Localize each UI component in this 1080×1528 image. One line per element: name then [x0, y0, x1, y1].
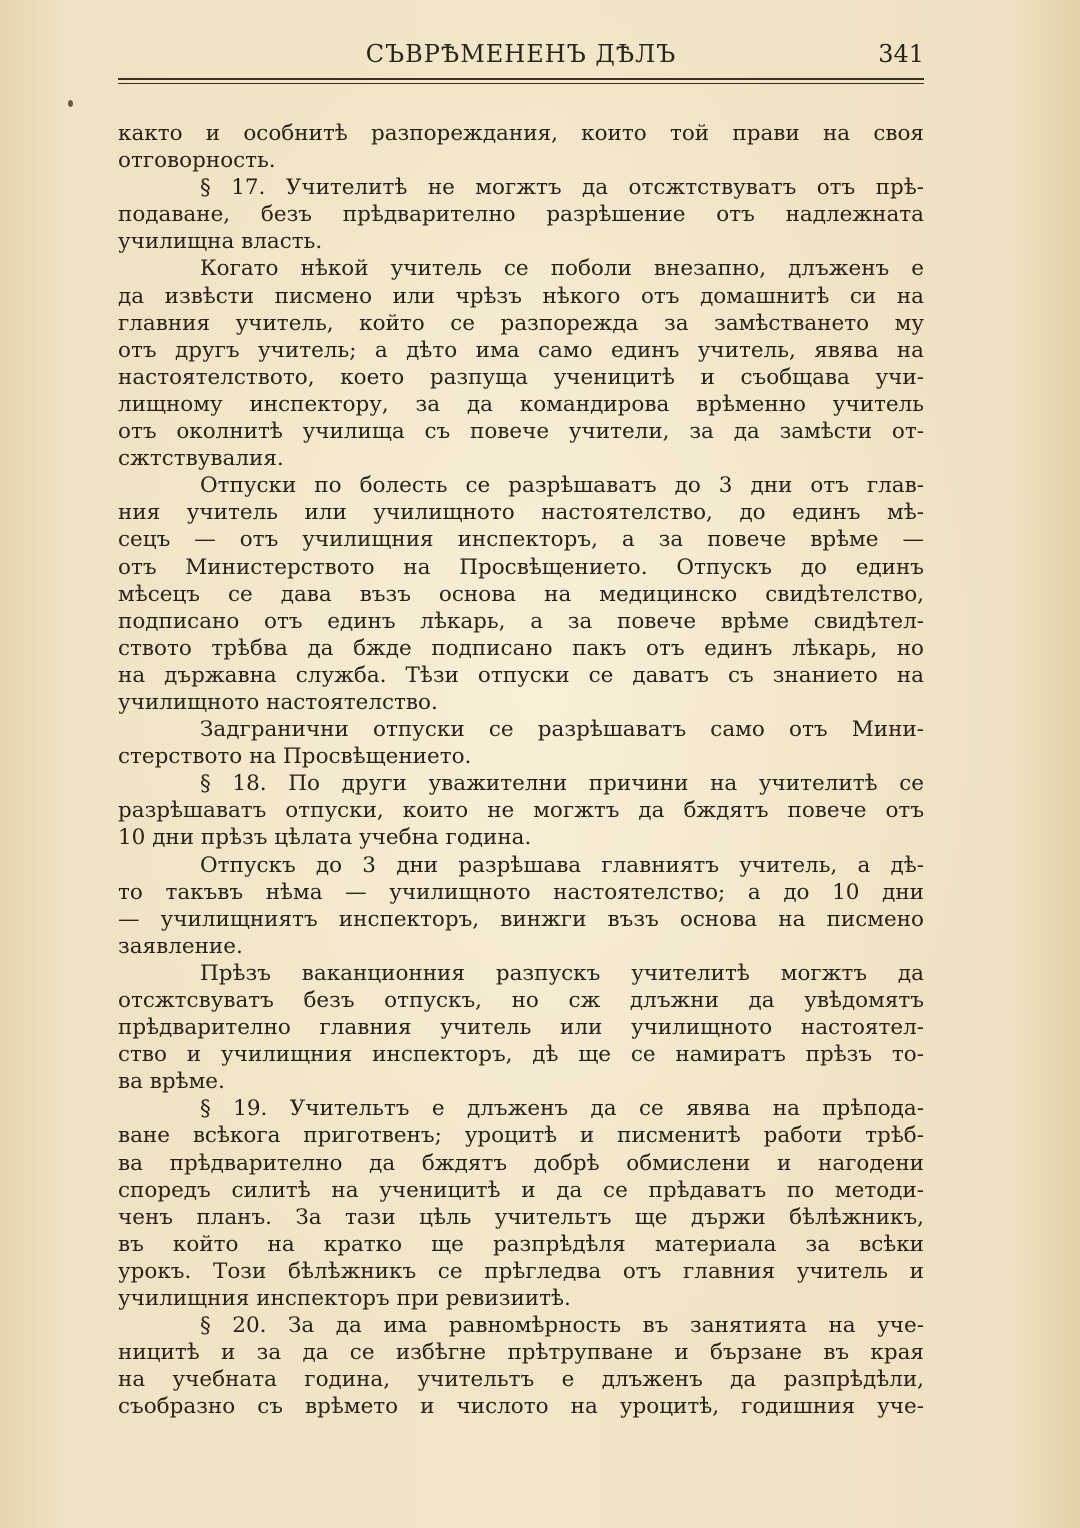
text-line: лищному инспектору, за да командирова врѣменно учитель	[118, 391, 924, 417]
text-line: заявление.	[118, 933, 243, 959]
text-line: отсжтсвуватъ безъ отпускъ, но сж длъжни да увѣдомятъ	[118, 988, 924, 1013]
header-rule	[118, 78, 924, 80]
text-line: училищния инспекторъ при ревизиитѣ.	[118, 1286, 571, 1312]
text-line: Отпускъ до 3 дни разрѣшава главниятъ учитель, а дѣ-	[200, 852, 924, 878]
text-line: въ който на кратко ще разпрѣдѣля материала за всѣки	[118, 1231, 924, 1257]
text-line: — училищниятъ инспекторъ, винжги възъ основа на писмено	[118, 906, 924, 932]
text-line: ницитѣ и за да се избѣгне прѣтрупване и бързане въ края	[118, 1340, 924, 1366]
text-line: Задгранични отпуски се разрѣшаватъ само отъ Мини-	[200, 717, 924, 743]
text-line: главния учитель, който се разпорежда за замѣстването му	[118, 310, 924, 336]
text-line: 10 дни прѣзъ цѣлата учебна година.	[118, 825, 532, 851]
text-line: настоятелството, което разпуща ученицитѣ и съобщава учи-	[118, 364, 924, 390]
text-line: да извѣсти писмено или чрѣзъ нѣкого отъ домашнитѣ си на	[118, 283, 924, 309]
text-line: ване всѣкога приготвенъ; уроцитѣ и писменитѣ работи трѣб-	[118, 1123, 924, 1149]
text-line: на държавна служба. Тѣзи отпуски се даватъ съ знанието на	[118, 662, 924, 688]
body-text	[118, 120, 924, 1421]
text-line: училищна власть.	[118, 229, 323, 255]
text-line: на учебната година, учительтъ е длъженъ да разпрѣдѣли,	[118, 1367, 924, 1393]
text-line: споредъ силитѣ на ученицитѣ и да се прѣдаватъ по методи-	[118, 1177, 924, 1203]
text-line: подаване, безъ прѣдварително разрѣшение отъ надлежната	[118, 202, 924, 228]
running-header	[118, 36, 924, 76]
text-line: подписано отъ единъ лѣкарь, а за повече врѣме свидѣтел-	[118, 608, 924, 634]
text-line: както и особнитѣ разпореждания, които той прави на своя	[118, 121, 924, 146]
text-line: ва врѣме.	[118, 1069, 225, 1095]
text-line: прѣдварително главния учитель или училищното настоятел-	[118, 1015, 924, 1041]
text-line: съобразно съ врѣмето и числото на уроцитѣ, годишния уче-	[118, 1394, 924, 1420]
text-line: ния учитель или училищното настоятелство, до единъ мѣ-	[118, 500, 924, 526]
text-line: § 20. За да има равномѣрность въ занятията на уче-	[200, 1313, 924, 1339]
text-line: § 17. Учителитѣ не могжтъ да отсжтствуватъ отъ прѣ-	[200, 175, 924, 201]
text-line: ство и училищния инспекторъ, дѣ ще се намиратъ прѣзъ то-	[118, 1042, 924, 1068]
text-line: сецъ — отъ училищния инспекторъ, а за повече врѣме —	[118, 527, 924, 553]
text-line: урокъ. Този бѣлѣжникъ се прѣгледва отъ главния учитель и	[118, 1258, 924, 1284]
text-line: ва прѣдварително да бждятъ добрѣ обмислени и нагодени	[118, 1150, 924, 1176]
text-line: отъ другъ учитель; а дѣто има само единъ учитель, явява на	[118, 337, 924, 363]
text-line: ството трѣбва да бжде подписано пакъ отъ единъ лѣкарь, но	[118, 635, 924, 661]
text-line: то такъвъ нѣма — училищното настоятелство; а до 10 дни	[118, 879, 924, 905]
paper-speck	[68, 100, 73, 107]
page-number: 341	[878, 40, 924, 68]
text-line: § 18. По други уважителни причини на учителитѣ се	[200, 771, 924, 797]
running-title: СЪВРѢМЕНЕНЪ ДѢЛЪ	[365, 40, 677, 68]
text-line: отъ Министерството на Просвѣщението. Отпускъ до единъ	[118, 554, 924, 580]
text-line: сжтствувалия.	[118, 446, 284, 472]
text-line: Когато нѣкой учитель се поболи внезапно, длъженъ е	[200, 256, 924, 282]
text-line: Отпуски по болесть се разрѣшаватъ до 3 дни отъ глав-	[200, 473, 924, 499]
text-line: ченъ планъ. За тази цѣль учительтъ ще държи бѣлѣжникъ,	[118, 1204, 924, 1230]
text-line: Прѣзъ ваканционния разпускъ учителитѣ могжтъ да	[200, 960, 924, 986]
text-line: училищното настоятелство.	[118, 689, 438, 715]
text-line: стерството на Просвѣщението.	[118, 744, 472, 770]
text-line: § 19. Учительтъ е длъженъ да се явява на прѣпода-	[200, 1096, 924, 1122]
text-line: отъ околнитѣ училища съ повече учители, за да замѣсти от-	[118, 419, 924, 445]
text-line: разрѣшаватъ отпуски, които не могжтъ да бждятъ повече отъ	[118, 798, 924, 824]
text-line: мѣсецъ се дава възъ основа на медицинско свидѣтелство,	[118, 581, 924, 607]
text-line: отговорность.	[118, 148, 276, 174]
header-rule-thin	[118, 83, 924, 84]
